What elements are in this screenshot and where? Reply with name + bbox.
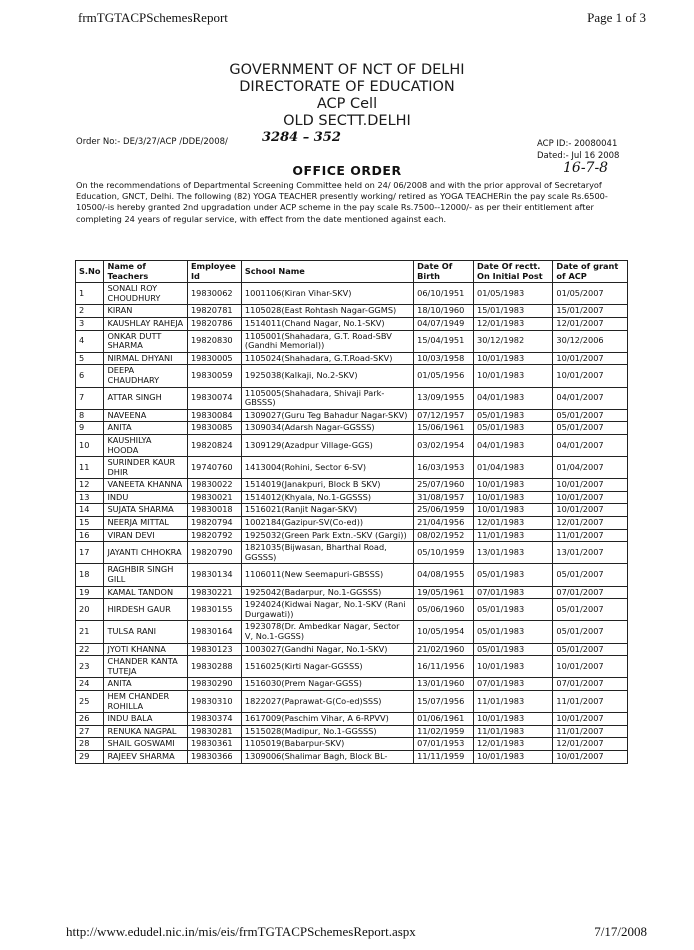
cell-sno: 19 bbox=[76, 586, 104, 599]
cell-employee-id: 19820781 bbox=[187, 305, 241, 318]
cell-dob: 25/06/1959 bbox=[414, 504, 474, 517]
cell-sno: 3 bbox=[76, 317, 104, 330]
cell-acp-grant: 05/01/2007 bbox=[553, 409, 628, 422]
cell-recruitment: 04/01/1983 bbox=[474, 434, 553, 456]
cell-school: 1821035(Bijwasan, Bharthal Road, GGSSS) bbox=[241, 542, 413, 564]
cell-school: 1105001(Shahadara, G.T. Road-SBV (Gandhi Memorial)) bbox=[241, 330, 413, 352]
cell-recruitment: 10/01/1983 bbox=[474, 713, 553, 726]
table-row bbox=[76, 434, 628, 456]
cell-name: INDU BALA bbox=[104, 713, 187, 726]
cell-name: SHAIL GOSWAMI bbox=[104, 738, 187, 751]
cell-acp-grant: 05/01/2007 bbox=[553, 422, 628, 435]
cell-name: ANITA bbox=[104, 422, 187, 435]
table-row bbox=[76, 457, 628, 479]
table-row bbox=[76, 365, 628, 387]
cell-sno: 15 bbox=[76, 517, 104, 530]
cell-school: 1002184(Gazipur-SV(Co-ed)) bbox=[241, 517, 413, 530]
cell-sno: 9 bbox=[76, 422, 104, 435]
cell-sno: 29 bbox=[76, 750, 104, 763]
letterhead-address: OLD SECTT.DELHI bbox=[283, 113, 411, 129]
acp-id: ACP ID:- 20080041 bbox=[537, 139, 618, 149]
table-row bbox=[76, 517, 628, 530]
cell-employee-id: 19830288 bbox=[187, 656, 241, 678]
cell-name: RENUKA NAGPAL bbox=[104, 725, 187, 738]
cell-employee-id: 19820792 bbox=[187, 529, 241, 542]
cell-sno: 24 bbox=[76, 678, 104, 691]
cell-employee-id: 19830164 bbox=[187, 621, 241, 643]
cell-name: NAVEENA bbox=[104, 409, 187, 422]
cell-school: 1514019(Janakpuri, Block B SKV) bbox=[241, 479, 413, 492]
cell-employee-id: 19830374 bbox=[187, 713, 241, 726]
table-row bbox=[76, 564, 628, 586]
cell-recruitment: 07/01/1983 bbox=[474, 678, 553, 691]
cell-recruitment: 11/01/1983 bbox=[474, 529, 553, 542]
order-date: Dated:- Jul 16 2008 bbox=[537, 151, 620, 161]
cell-dob: 11/02/1959 bbox=[414, 725, 474, 738]
cell-acp-grant: 10/01/2007 bbox=[553, 491, 628, 504]
cell-employee-id: 19820790 bbox=[187, 542, 241, 564]
cell-school: 1105005(Shahadara, Shivaji Park-GBSSS) bbox=[241, 387, 413, 409]
cell-name: NEERJA MITTAL bbox=[104, 517, 187, 530]
cell-name: KAMAL TANDON bbox=[104, 586, 187, 599]
cell-recruitment: 10/01/1983 bbox=[474, 656, 553, 678]
cell-school: 1515028(Madipur, No.1-GGSSS) bbox=[241, 725, 413, 738]
cell-acp-grant: 10/01/2007 bbox=[553, 750, 628, 763]
cell-name: ONKAR DUTT SHARMA bbox=[104, 330, 187, 352]
cell-acp-grant: 11/01/2007 bbox=[553, 529, 628, 542]
table-row bbox=[76, 656, 628, 678]
cell-dob: 25/07/1960 bbox=[414, 479, 474, 492]
cell-school: 1106011(New Seemapuri-GBSSS) bbox=[241, 564, 413, 586]
cell-sno: 8 bbox=[76, 409, 104, 422]
cell-acp-grant: 12/01/2007 bbox=[553, 738, 628, 751]
cell-dob: 04/08/1955 bbox=[414, 564, 474, 586]
cell-recruitment: 10/01/1983 bbox=[474, 365, 553, 387]
cell-name: ANITA bbox=[104, 678, 187, 691]
cell-employee-id: 19820830 bbox=[187, 330, 241, 352]
cell-employee-id: 19830005 bbox=[187, 352, 241, 365]
cell-school: 1309006(Shalimar Bagh, Block BL- bbox=[241, 750, 413, 763]
cell-recruitment: 01/05/1983 bbox=[474, 283, 553, 305]
cell-acp-grant: 05/01/2007 bbox=[553, 621, 628, 643]
cell-sno: 28 bbox=[76, 738, 104, 751]
table-header-row bbox=[76, 261, 628, 283]
cell-acp-grant: 10/01/2007 bbox=[553, 656, 628, 678]
cell-sno: 7 bbox=[76, 387, 104, 409]
cell-name: HEM CHANDER ROHILLA bbox=[104, 690, 187, 712]
table-row bbox=[76, 643, 628, 656]
cell-school: 1105028(East Rohtash Nagar-GGMS) bbox=[241, 305, 413, 318]
cell-sno: 25 bbox=[76, 690, 104, 712]
cell-acp-grant: 10/01/2007 bbox=[553, 504, 628, 517]
cell-recruitment: 07/01/1983 bbox=[474, 586, 553, 599]
cell-sno: 26 bbox=[76, 713, 104, 726]
cell-dob: 21/04/1956 bbox=[414, 517, 474, 530]
header-sno: S.No bbox=[76, 261, 104, 283]
cell-recruitment: 05/01/1983 bbox=[474, 409, 553, 422]
cell-dob: 03/02/1954 bbox=[414, 434, 474, 456]
cell-sno: 13 bbox=[76, 491, 104, 504]
cell-dob: 07/12/1957 bbox=[414, 409, 474, 422]
print-footer-url: http://www.edudel.nic.in/mis/eis/frmTGTACPSchemesReport.aspx bbox=[66, 924, 416, 939]
cell-recruitment: 10/01/1983 bbox=[474, 352, 553, 365]
cell-name: DEEPA CHAUDHARY bbox=[104, 365, 187, 387]
cell-dob: 05/10/1959 bbox=[414, 542, 474, 564]
cell-name: KAUSHILYA HOODA bbox=[104, 434, 187, 456]
table-row bbox=[76, 409, 628, 422]
cell-school: 1309129(Azadpur Village-GGS) bbox=[241, 434, 413, 456]
cell-sno: 14 bbox=[76, 504, 104, 517]
cell-acp-grant: 11/01/2007 bbox=[553, 725, 628, 738]
cell-recruitment: 11/01/1983 bbox=[474, 725, 553, 738]
cell-employee-id: 19830059 bbox=[187, 365, 241, 387]
cell-employee-id: 19830281 bbox=[187, 725, 241, 738]
cell-recruitment: 05/01/1983 bbox=[474, 643, 553, 656]
cell-name: CHANDER KANTA TUTEJA bbox=[104, 656, 187, 678]
cell-name: SURINDER KAUR DHIR bbox=[104, 457, 187, 479]
cell-name: KAUSHLAY RAHEJA bbox=[104, 317, 187, 330]
cell-recruitment: 04/01/1983 bbox=[474, 387, 553, 409]
table-row bbox=[76, 317, 628, 330]
cell-sno: 20 bbox=[76, 599, 104, 621]
order-body: On the recommendations of Departmental Screening Committee held on 24/ 06/2008 and with the prior approval of Secretaryof Education, GNCT, Delhi. The following (82) YOGA TEACHER presently working/ retired as YOGA TEACHERin the pay scale Rs.6500-10500/-is hereby granted 2nd upgradation under ACP scheme in the pay scale Rs.7500--12000/- as per their entitlement after completing 24 years of regular service, with effect from the date mentioned against each. bbox=[76, 180, 608, 224]
table-row bbox=[76, 621, 628, 643]
cell-recruitment: 05/01/1983 bbox=[474, 599, 553, 621]
handwritten-date: 16-7-8 bbox=[563, 160, 609, 176]
cell-employee-id: 19830123 bbox=[187, 643, 241, 656]
cell-dob: 19/05/1961 bbox=[414, 586, 474, 599]
cell-school: 1924024(Kidwai Nagar, No.1-SKV (Rani Durgawati)) bbox=[241, 599, 413, 621]
acp-id-block bbox=[537, 138, 619, 162]
table-row bbox=[76, 690, 628, 712]
cell-school: 1309034(Adarsh Nagar-GGSSS) bbox=[241, 422, 413, 435]
cell-acp-grant: 04/01/2007 bbox=[553, 434, 628, 456]
cell-employee-id: 19830221 bbox=[187, 586, 241, 599]
cell-acp-grant: 10/01/2007 bbox=[553, 479, 628, 492]
cell-school: 1516030(Prem Nagar-GGSS) bbox=[241, 678, 413, 691]
cell-dob: 08/02/1952 bbox=[414, 529, 474, 542]
table-row bbox=[76, 479, 628, 492]
print-footer-date: 7/17/2008 bbox=[594, 924, 647, 939]
cell-name: HIRDESH GAUR bbox=[104, 599, 187, 621]
cell-acp-grant: 12/01/2007 bbox=[553, 317, 628, 330]
table-row bbox=[76, 542, 628, 564]
cell-sno: 10 bbox=[76, 434, 104, 456]
cell-acp-grant: 07/01/2007 bbox=[553, 678, 628, 691]
cell-school: 1309027(Guru Teg Bahadur Nagar-SKV) bbox=[241, 409, 413, 422]
table-row bbox=[76, 422, 628, 435]
letterhead-directorate: DIRECTORATE OF EDUCATION bbox=[239, 79, 455, 95]
cell-recruitment: 15/01/1983 bbox=[474, 305, 553, 318]
acp-teachers-table bbox=[75, 260, 628, 764]
table-row bbox=[76, 713, 628, 726]
cell-school: 1822027(Paprawat-G(Co-ed)SSS) bbox=[241, 690, 413, 712]
cell-dob: 10/03/1958 bbox=[414, 352, 474, 365]
header-name: Name of Teachers bbox=[104, 261, 187, 283]
cell-employee-id: 19830310 bbox=[187, 690, 241, 712]
cell-sno: 16 bbox=[76, 529, 104, 542]
cell-recruitment: 01/04/1983 bbox=[474, 457, 553, 479]
letterhead-cell: ACP Cell bbox=[316, 96, 378, 112]
cell-name: JYOTI KHANNA bbox=[104, 643, 187, 656]
cell-acp-grant: 12/01/2007 bbox=[553, 517, 628, 530]
header-acp-grant: Date of grant of ACP bbox=[553, 261, 628, 283]
cell-employee-id: 19830290 bbox=[187, 678, 241, 691]
table-row bbox=[76, 352, 628, 365]
cell-recruitment: 12/01/1983 bbox=[474, 517, 553, 530]
cell-acp-grant: 07/01/2007 bbox=[553, 586, 628, 599]
cell-school: 1514011(Chand Nagar, No.1-SKV) bbox=[241, 317, 413, 330]
cell-school: 1001106(Kiran Vihar-SKV) bbox=[241, 283, 413, 305]
cell-recruitment: 05/01/1983 bbox=[474, 621, 553, 643]
cell-sno: 23 bbox=[76, 656, 104, 678]
header-school: School Name bbox=[241, 261, 413, 283]
cell-acp-grant: 11/01/2007 bbox=[553, 690, 628, 712]
cell-employee-id: 19830155 bbox=[187, 599, 241, 621]
cell-name: RAGHBIR SINGH GILL bbox=[104, 564, 187, 586]
cell-name: KIRAN bbox=[104, 305, 187, 318]
cell-employee-id: 19830062 bbox=[187, 283, 241, 305]
cell-name: ATTAR SINGH bbox=[104, 387, 187, 409]
cell-dob: 18/10/1960 bbox=[414, 305, 474, 318]
cell-employee-id: 19830084 bbox=[187, 409, 241, 422]
table-row bbox=[76, 504, 628, 517]
cell-dob: 15/07/1956 bbox=[414, 690, 474, 712]
cell-sno: 22 bbox=[76, 643, 104, 656]
cell-dob: 21/02/1960 bbox=[414, 643, 474, 656]
cell-employee-id: 19830018 bbox=[187, 504, 241, 517]
cell-name: NIRMAL DHYANI bbox=[104, 352, 187, 365]
cell-recruitment: 11/01/1983 bbox=[474, 690, 553, 712]
cell-name: INDU bbox=[104, 491, 187, 504]
cell-dob: 11/11/1959 bbox=[414, 750, 474, 763]
cell-acp-grant: 05/01/2007 bbox=[553, 564, 628, 586]
handwritten-order-number: 3284 – 352 bbox=[262, 130, 341, 145]
table-row bbox=[76, 330, 628, 352]
cell-dob: 01/05/1956 bbox=[414, 365, 474, 387]
cell-employee-id: 19820786 bbox=[187, 317, 241, 330]
cell-dob: 16/03/1953 bbox=[414, 457, 474, 479]
cell-dob: 15/06/1961 bbox=[414, 422, 474, 435]
cell-employee-id: 19830134 bbox=[187, 564, 241, 586]
cell-school: 1925038(Kalkaji, No.2-SKV) bbox=[241, 365, 413, 387]
table-row bbox=[76, 586, 628, 599]
cell-recruitment: 05/01/1983 bbox=[474, 564, 553, 586]
table-row bbox=[76, 678, 628, 691]
cell-employee-id: 19820794 bbox=[187, 517, 241, 530]
cell-recruitment: 10/01/1983 bbox=[474, 750, 553, 763]
cell-employee-id: 19740760 bbox=[187, 457, 241, 479]
cell-recruitment: 10/01/1983 bbox=[474, 491, 553, 504]
header-dob: Date Of Birth bbox=[414, 261, 474, 283]
cell-school: 1925032(Green Park Extn.-SKV (Gargi)) bbox=[241, 529, 413, 542]
cell-dob: 13/09/1955 bbox=[414, 387, 474, 409]
cell-sno: 18 bbox=[76, 564, 104, 586]
cell-acp-grant: 10/01/2007 bbox=[553, 352, 628, 365]
cell-sno: 6 bbox=[76, 365, 104, 387]
cell-name: JAYANTI CHHOKRA bbox=[104, 542, 187, 564]
cell-name: VIRAN DEVI bbox=[104, 529, 187, 542]
cell-school: 1105024(Shahadara, G.T.Road-SKV) bbox=[241, 352, 413, 365]
cell-recruitment: 13/01/1983 bbox=[474, 542, 553, 564]
cell-name: RAJEEV SHARMA bbox=[104, 750, 187, 763]
cell-school: 1925042(Badarpur, No.1-GGSSS) bbox=[241, 586, 413, 599]
table-row bbox=[76, 725, 628, 738]
cell-dob: 10/05/1954 bbox=[414, 621, 474, 643]
table-row bbox=[76, 491, 628, 504]
cell-school: 1413004(Rohini, Sector 6-SV) bbox=[241, 457, 413, 479]
cell-employee-id: 19820824 bbox=[187, 434, 241, 456]
cell-acp-grant: 01/05/2007 bbox=[553, 283, 628, 305]
table-row bbox=[76, 387, 628, 409]
cell-sno: 21 bbox=[76, 621, 104, 643]
cell-sno: 5 bbox=[76, 352, 104, 365]
header-employee-id: Employee Id bbox=[187, 261, 241, 283]
cell-recruitment: 05/01/1983 bbox=[474, 422, 553, 435]
cell-acp-grant: 10/01/2007 bbox=[553, 713, 628, 726]
header-recruitment: Date Of rectt. On Initial Post bbox=[474, 261, 553, 283]
print-header-page: Page 1 of 3 bbox=[587, 10, 646, 25]
cell-employee-id: 19830085 bbox=[187, 422, 241, 435]
table-row bbox=[76, 305, 628, 318]
cell-sno: 11 bbox=[76, 457, 104, 479]
cell-acp-grant: 05/01/2007 bbox=[553, 599, 628, 621]
letterhead-government: GOVERNMENT OF NCT OF DELHI bbox=[229, 62, 465, 78]
cell-employee-id: 19830074 bbox=[187, 387, 241, 409]
cell-name: SUJATA SHARMA bbox=[104, 504, 187, 517]
cell-name: TULSA RANI bbox=[104, 621, 187, 643]
cell-employee-id: 19830361 bbox=[187, 738, 241, 751]
cell-sno: 2 bbox=[76, 305, 104, 318]
table-row bbox=[76, 750, 628, 763]
cell-employee-id: 19830022 bbox=[187, 479, 241, 492]
cell-recruitment: 12/01/1983 bbox=[474, 317, 553, 330]
cell-sno: 12 bbox=[76, 479, 104, 492]
cell-acp-grant: 13/01/2007 bbox=[553, 542, 628, 564]
cell-dob: 31/08/1957 bbox=[414, 491, 474, 504]
cell-recruitment: 12/01/1983 bbox=[474, 738, 553, 751]
cell-school: 1105019(Babarpur-SKV) bbox=[241, 738, 413, 751]
cell-recruitment: 30/12/1982 bbox=[474, 330, 553, 352]
cell-school: 1516025(Kirti Nagar-GGSSS) bbox=[241, 656, 413, 678]
cell-school: 1514012(Khyala, No.1-GGSSS) bbox=[241, 491, 413, 504]
cell-acp-grant: 30/12/2006 bbox=[553, 330, 628, 352]
cell-recruitment: 10/01/1983 bbox=[474, 504, 553, 517]
cell-sno: 17 bbox=[76, 542, 104, 564]
cell-acp-grant: 04/01/2007 bbox=[553, 387, 628, 409]
cell-sno: 4 bbox=[76, 330, 104, 352]
table-row bbox=[76, 529, 628, 542]
cell-name: SONALI ROY CHOUDHURY bbox=[104, 283, 187, 305]
order-number: Order No:- DE/3/27/ACP /DDE/2008/ bbox=[76, 137, 228, 147]
table-row bbox=[76, 599, 628, 621]
cell-sno: 1 bbox=[76, 283, 104, 305]
cell-dob: 16/11/1956 bbox=[414, 656, 474, 678]
cell-school: 1923078(Dr. Ambedkar Nagar, Sector V, No.1-GGSS) bbox=[241, 621, 413, 643]
cell-school: 1617009(Paschim Vihar, A 6-RPVV) bbox=[241, 713, 413, 726]
cell-acp-grant: 15/01/2007 bbox=[553, 305, 628, 318]
cell-dob: 05/06/1960 bbox=[414, 599, 474, 621]
cell-dob: 07/01/1953 bbox=[414, 738, 474, 751]
cell-recruitment: 10/01/1983 bbox=[474, 479, 553, 492]
cell-sno: 27 bbox=[76, 725, 104, 738]
print-header-title: frmTGTACPSchemesReport bbox=[78, 10, 228, 25]
table-row bbox=[76, 738, 628, 751]
cell-name: VANEETA KHANNA bbox=[104, 479, 187, 492]
office-order-title: OFFICE ORDER bbox=[292, 163, 402, 178]
table-row bbox=[76, 283, 628, 305]
cell-employee-id: 19830366 bbox=[187, 750, 241, 763]
cell-school: 1003027(Gandhi Nagar, No.1-SKV) bbox=[241, 643, 413, 656]
cell-school: 1516021(Ranjit Nagar-SKV) bbox=[241, 504, 413, 517]
cell-dob: 15/04/1951 bbox=[414, 330, 474, 352]
cell-acp-grant: 10/01/2007 bbox=[553, 365, 628, 387]
cell-dob: 01/06/1961 bbox=[414, 713, 474, 726]
cell-acp-grant: 05/01/2007 bbox=[553, 643, 628, 656]
cell-dob: 06/10/1951 bbox=[414, 283, 474, 305]
cell-employee-id: 19830021 bbox=[187, 491, 241, 504]
cell-acp-grant: 01/04/2007 bbox=[553, 457, 628, 479]
cell-dob: 04/07/1949 bbox=[414, 317, 474, 330]
cell-dob: 13/01/1960 bbox=[414, 678, 474, 691]
